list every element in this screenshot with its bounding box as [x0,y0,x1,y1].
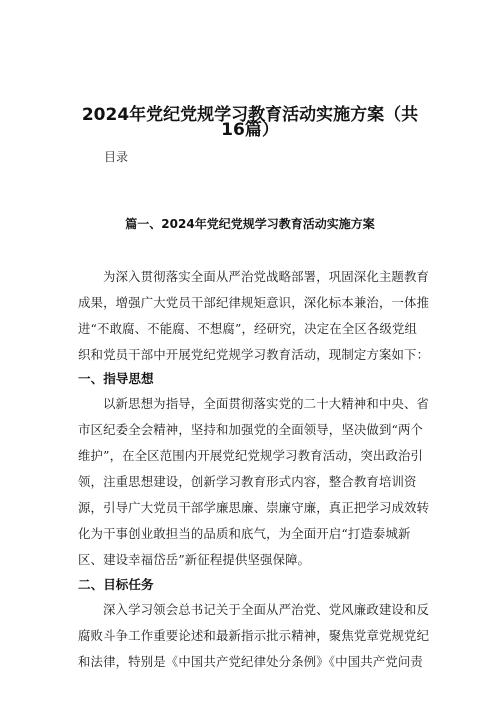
guiding-line-1: 以新思想为指导，全面贯彻落实党的二十大精神和中央、省 [103,396,430,411]
section-title: 篇一、2024年党纪党规学习教育活动实施方案 [125,217,375,231]
document-title-line-1: 2024年党纪党规学习教育活动实施方案（共 [81,105,419,125]
guiding-line-7: 区、建设幸福岱岳”新征程提供坚强保障。 [78,552,311,567]
guiding-line-2: 市区纪委全会精神，坚持和加强党的全面领导，坚决做到“两个 [78,422,424,437]
guiding-line-4: 领，注重思想建设，创新学习教育形式内容，整合教育培训资 [78,474,417,489]
heading-guiding-thought: 一、指导思想 [78,371,154,386]
target-line-3: 和法律，特别是《中国共产党纪律处分条例》《中国共产党问责 [78,654,423,669]
guiding-line-3: 维护”，在全区范围内开展党纪党规学习教育活动，突出政治引 [78,448,424,463]
intro-line-4: 织和党员干部中开展党纪党规学习教育活动，现制定方案如下： [78,347,430,362]
document-title-line-2: 16篇） [221,120,279,140]
target-line-2: 腐败斗争工作重要论述和最新指示批示精神，聚焦党章党规党纪 [78,628,430,643]
intro-line-2: 成果，增强广大党员干部纪律规矩意识，深化标本兼治，一体推 [78,295,430,310]
intro-line-1: 为深入贯彻落实全面从严治党战略部署，巩固深化主题教育 [103,269,430,284]
intro-line-3: 进“不敢腐、不能腐、不想腐”，经研究，决定在全区各级党组 [78,321,418,336]
target-line-1: 深入学习领会总书记关于全面从严治党、党风廉政建设和反 [103,602,430,617]
heading-target-tasks: 二、目标任务 [78,577,154,592]
guiding-line-5: 源，引导广大党员干部学廉思廉、崇廉守廉，真正把学习成效转 [78,500,430,515]
guiding-line-6: 化为干事创业敢担当的品质和底气，为全面开启“打造泰城新 [78,526,411,541]
toc-label: 目录 [104,150,129,164]
